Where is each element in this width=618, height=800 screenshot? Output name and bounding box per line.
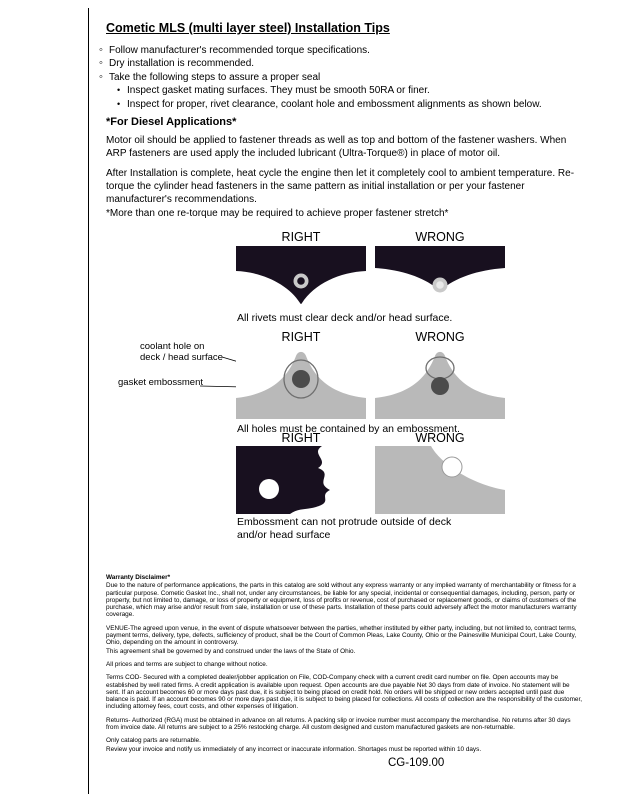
diesel-applications-heading: *For Diesel Applications* (106, 116, 237, 128)
tip-text: Inspect for proper, rivet clearance, coolant hole and embossment alignments as shown below. (127, 98, 542, 110)
list-item (99, 57, 542, 70)
circle-bullet-icon (99, 71, 109, 84)
embossment-right-image (236, 346, 366, 419)
protrusion-right-diagram (236, 446, 366, 514)
embossment-wrong-diagram (375, 346, 505, 419)
tip-text: Dry installation is recommended. (109, 58, 255, 70)
diesel-paragraph-1: Motor oil should be applied to fastener threads as well as top and bottom of the fastener washers. When ARP fasteners are used apply the included lubricant (Ultra-Torque®) in place of motor oil. (106, 135, 567, 159)
embossment-callout: gasket embossment (118, 377, 204, 388)
rivet-wrong-image (375, 246, 505, 308)
document-number: CG-109.00 (388, 757, 445, 769)
protrusion-caption: Embossment can not protrude outside of deck and/or head surface (237, 516, 452, 541)
right-label: RIGHT (281, 330, 321, 344)
rivet-wrong-diagram (375, 246, 505, 308)
returnable-text: Only catalog parts are returnable. (106, 737, 201, 745)
review-invoice-text: Review your invoice and notify us immediately of any incorrect or inaccurate information. Shortages must be reported within 10 days. (106, 745, 482, 753)
warranty-disclaimer-text: Due to the nature of performance applications, the parts in this catalog are sold without any express warranty or any implied warranty of merchantability or fitness for a particular purpose. Cometic Gasket Inc., shall not, under any circumstances, be liable for any special, incidental or consequential damages, including, person, party or property, but not limited to, damage, or loss of property or equipment, loss of profits or revenue, cost of purchased or replacement goods, or claims of customers of the purchase, which may arise and/or result from sale, installation or use of these parts. Installation of these parts could adversely affect the motor manufacturers warranty coverage. (106, 582, 577, 619)
list-item (117, 84, 542, 97)
list-item (117, 98, 542, 111)
installation-tips-list (99, 44, 542, 111)
legal-fine-print (106, 574, 584, 759)
wrong-label: WRONG (415, 431, 465, 445)
coolant-hole-callout-line2: deck / head surface (140, 352, 223, 363)
page-title: Cometic MLS (multi layer steel) Installation Tips (106, 21, 390, 35)
right-label: RIGHT (281, 431, 321, 445)
warranty-disclaimer-heading: Warranty Disclaimer* (106, 574, 171, 581)
right-label: RIGHT (281, 230, 321, 244)
returns-text: Returns- Authorized (RGA) must be obtained in advance on all returns. A packing slip or invoice number must accompany the merchandise. No returns after 30 days from invoice date. All returns are subject to a 25% restocking charge. All custom designed and custom manufactured gaskets are non-returnable. (106, 716, 571, 732)
circle-bullet-icon (99, 57, 109, 70)
diesel-paragraph-2: After Installation is complete, heat cycle the engine then let it completely cool to ambient temperature. Re-torque the cylinder head fasteners in the same pattern as initial installation or per your fastener manufacturer's recommendations. (106, 168, 575, 205)
prices-terms-text: All prices and terms are subject to change without notice. (106, 660, 268, 668)
venue-text: VENUE-The agreed upon venue, in the event of dispute whatsoever between the parties, whether instituted by either party, including, but not limited to, contract terms, payment terms, delivery, type, defects, sufficiency of product, shall be the Court of Common Pleas, Lake County, Ohio or the Painesville Municipal Court, Lake County, Ohio, depending on the amount in controversy. (106, 624, 577, 647)
rivet-right-image (236, 246, 366, 308)
embossment-wrong-image (375, 346, 505, 419)
list-item (99, 71, 542, 84)
circle-bullet-icon (99, 44, 109, 57)
protrusion-right-image (236, 446, 366, 514)
tip-text: Follow manufacturer's recommended torque specifications. (109, 45, 370, 56)
tip-text: Take the following steps to assure a proper seal (109, 71, 321, 83)
rivet-caption: All rivets must clear deck and/or head surface. (237, 312, 453, 324)
list-item (99, 44, 542, 57)
sub-tips-list (117, 84, 542, 111)
rivet-right-diagram (236, 246, 366, 308)
tip-text: Inspect gasket mating surfaces. They must be smooth 50RA or finer. (127, 85, 430, 97)
wrong-label: WRONG (415, 230, 465, 244)
dot-bullet-icon (117, 84, 127, 97)
dot-bullet-icon (117, 98, 127, 111)
wrong-label: WRONG (415, 330, 465, 344)
governing-law-text: This agreement shall be governed by and construed under the laws of the State of Ohio. (106, 647, 356, 655)
retorque-note: *More than one re-torque may be required to achieve proper fastener stretch* (106, 208, 449, 219)
protrusion-wrong-diagram (375, 446, 505, 514)
protrusion-wrong-image (375, 446, 505, 514)
holes-caption: All holes must be contained by an embossment. (237, 423, 460, 435)
terms-cod-text: Terms COD- Secured with a completed dealer/jobber application on File, COD-Company check with a current credit card number on file. Open accounts may be established by well rated firms. A credit application is available upon request. Open accounts are due payable Net 30 days from date of invoice. No statement will be sent. If an account becomes 60 or more days past due, it is subject to being placed on credit hold. No orders will be shipped or new orders accepted until past due balance is paid. If an account becomes 90 or more days past due, it is subject to being placed for collections. All costs of collection are the responsibility of the customer, including attorney fees, court costs, and other expenses of litigation. (106, 674, 583, 711)
page-left-border (88, 8, 89, 794)
coolant-hole-callout-line1: coolant hole on (140, 341, 205, 352)
embossment-right-diagram (236, 346, 366, 419)
